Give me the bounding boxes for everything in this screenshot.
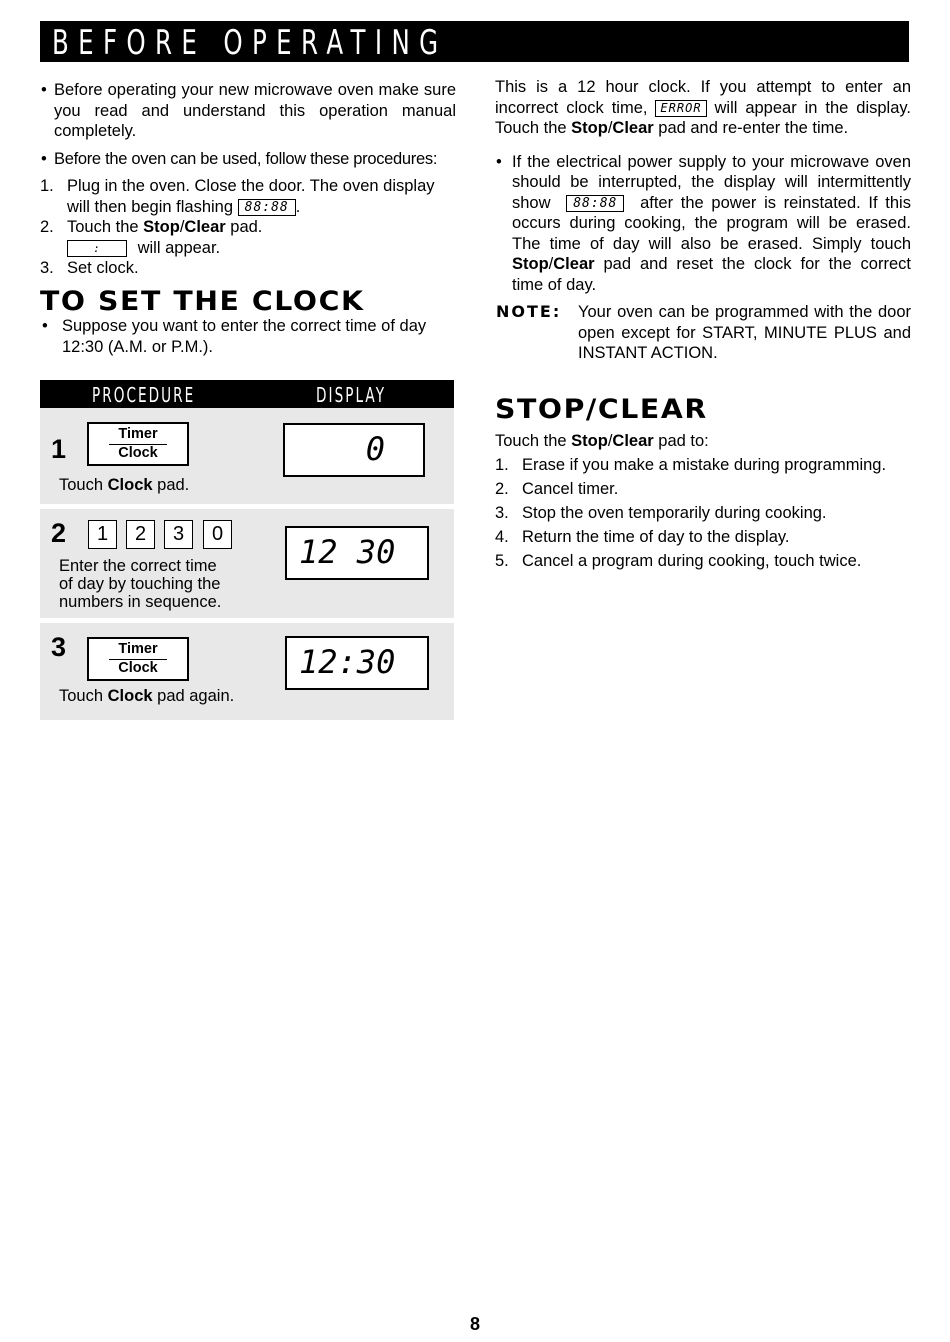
setup-step-1: 1. Plug in the oven. Close the door. The oven display will then begin flashing 88:88 .: [40, 177, 435, 216]
procedure-step-3: [40, 623, 454, 720]
procedure-table-header: [40, 380, 454, 408]
error-display-indicator: ERROR: [655, 100, 706, 117]
power-display-indicator: 88:88: [566, 195, 624, 212]
note-block: NOTE: Your oven can be programmed with the door open except for START, MINUTE PLUS and INSTANT ACTION.: [496, 302, 911, 362]
stop-clear-heading: STOP/CLEAR: [495, 393, 708, 425]
procedure-step-1: [40, 408, 454, 504]
note-label: NOTE:: [496, 302, 562, 321]
procedure-column-heading: PROCEDURE: [92, 383, 196, 407]
digit-pad-1: 1: [88, 520, 117, 549]
procedure-table: [40, 380, 454, 408]
setup-steps-list: [40, 176, 456, 279]
intro-bullet-1: • Before operating your new microwave oven make sure you read and understand this operation manual completely.: [41, 81, 456, 140]
timer-clock-pad: Timer Clock: [87, 637, 189, 681]
setup-step-3: 3. Set clock.: [40, 259, 139, 277]
procedure-step-2: [40, 509, 454, 618]
stop-clear-item: 4. Return the time of day to the display.: [495, 528, 790, 546]
twelve-hour-clock-paragraph: This is a 12 hour clock. If you attempt to enter an incorrect clock time, ERROR will appear in the display. Touch the Stop/Clear pad and re-enter the time.: [495, 78, 911, 137]
bullet-dot: •: [496, 152, 502, 171]
page-number: 8: [469, 1314, 480, 1334]
display-column-heading: DISPLAY: [316, 383, 387, 407]
step-caption: Touch Clock pad.: [59, 476, 190, 494]
colon-display-indicator: :: [67, 240, 127, 257]
digit-pad-3: 3: [164, 520, 193, 549]
section-header-bar: [40, 21, 909, 62]
stop-clear-list: [495, 453, 911, 573]
step-caption: Enter the correct time of day by touching the numbers in sequence.: [59, 557, 222, 611]
step-caption: Touch Clock pad again.: [59, 687, 235, 705]
step-number: 1: [51, 434, 67, 464]
stop-clear-item: 5. Cancel a program during cooking, touch twice.: [495, 552, 862, 570]
page-title: BEFORE OPERATING: [52, 23, 448, 63]
step-number: 3: [51, 632, 67, 662]
step-number: 2: [51, 518, 67, 548]
digit-pad-0: 0: [203, 520, 232, 549]
flashing-display-indicator: 88:88: [238, 199, 296, 216]
setup-step-2: 2. Touch the Stop/Clear pad. : will appear.: [40, 218, 263, 257]
lcd-display: 0: [283, 423, 425, 477]
power-interrupt-bullet: • If the electrical power supply to your microwave oven should be interrupted, the display will intermittently show 88:88 after the power is reinstated. If this occurs during cooking, the program will be erased. The time of day will also be erased. Simply touch Stop/Clear pad and reset the clock for the correct time of day.: [496, 152, 911, 294]
suppose-bullet: • Suppose you want to enter the correct time of day 12:30 (A.M. or P.M.).: [42, 317, 427, 356]
bullet-dot: •: [41, 149, 47, 168]
stop-clear-item: 3. Stop the oven temporarily during cooking.: [495, 504, 827, 522]
intro-bullet-2: • Before the oven can be used, follow these procedures:: [41, 149, 438, 168]
bullet-dot: •: [41, 81, 47, 99]
left-column: [40, 80, 456, 357]
stop-clear-item: 1. Erase if you make a mistake during programming.: [495, 456, 887, 474]
digit-pad-2: 2: [126, 520, 155, 549]
lcd-display: 12 30: [285, 526, 429, 580]
stop-clear-intro: Touch the Stop/Clear pad to:: [495, 432, 709, 450]
right-column: [495, 77, 911, 573]
timer-clock-pad: Timer Clock: [87, 422, 189, 466]
bullet-dot: •: [42, 317, 48, 335]
lcd-display: 12:30: [285, 636, 429, 690]
to-set-the-clock-heading: TO SET THE CLOCK: [40, 285, 365, 317]
stop-clear-item: 2. Cancel timer.: [495, 480, 619, 498]
